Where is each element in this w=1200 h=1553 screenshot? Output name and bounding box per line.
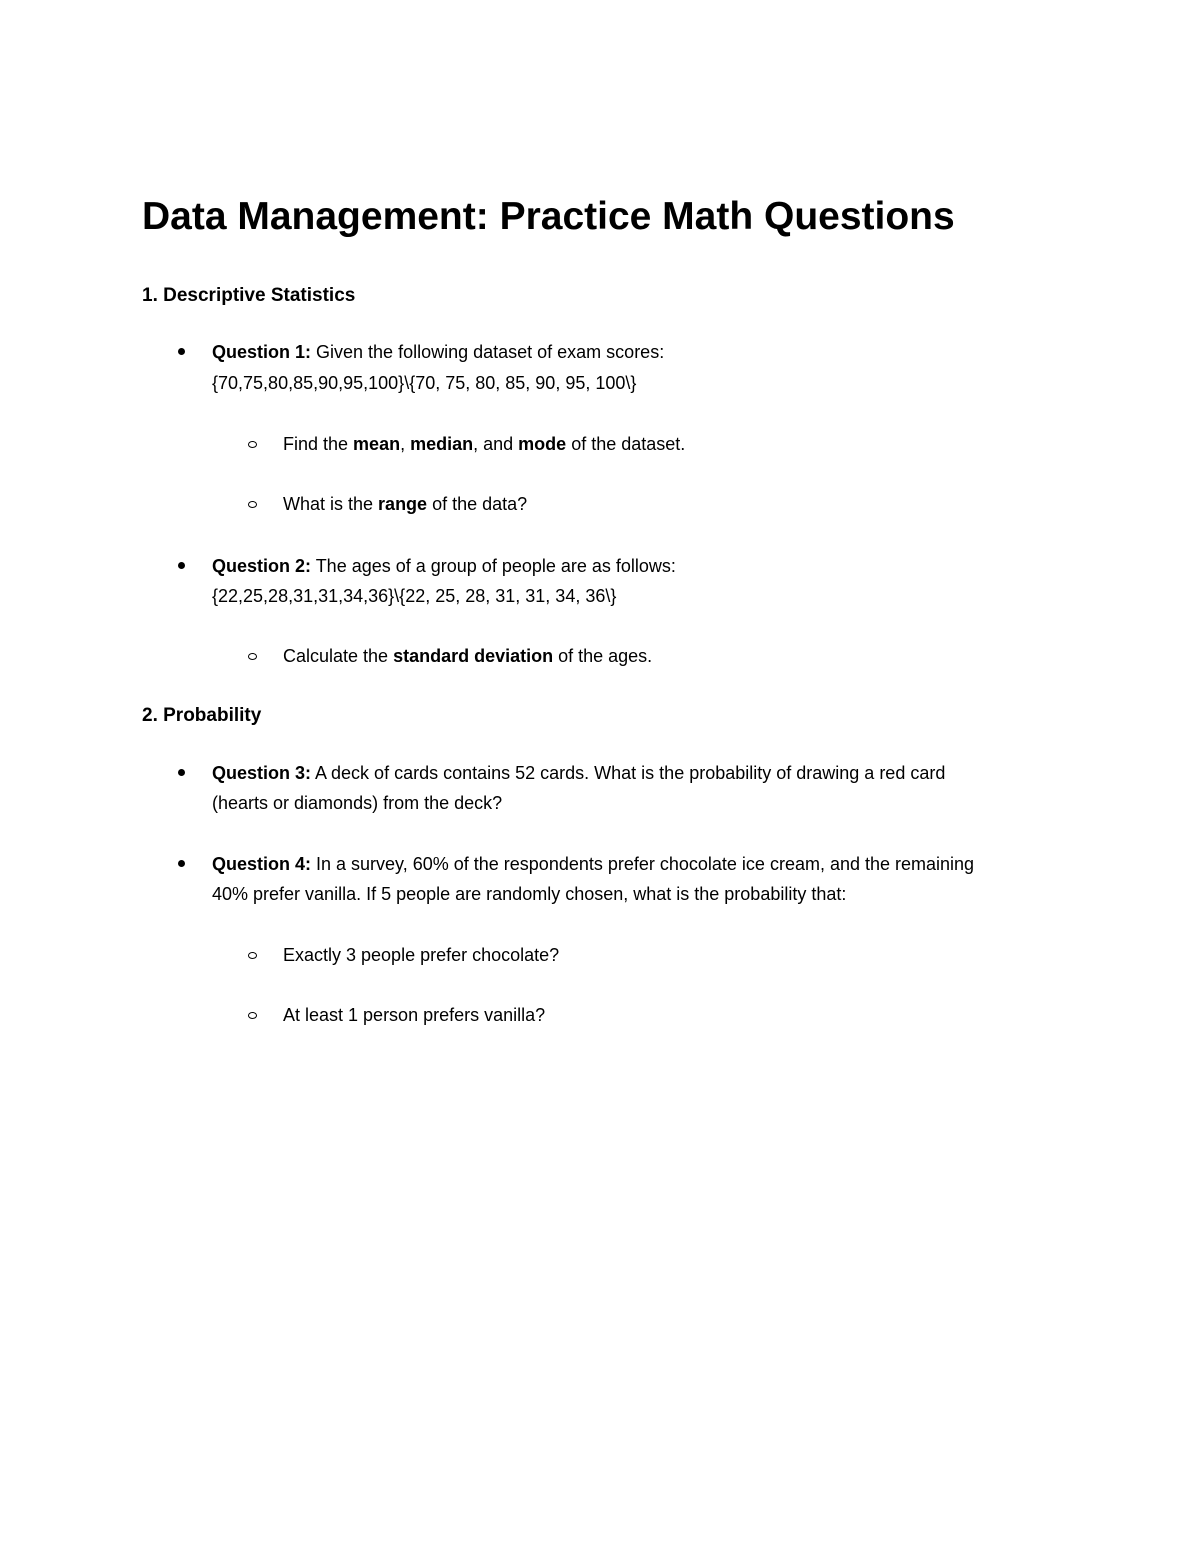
bold-term-range: range xyxy=(378,494,428,514)
circle-bullet-icon xyxy=(248,1012,257,1019)
question-2-line xyxy=(212,554,676,578)
question-2-text: The ages of a group of people are as follows: xyxy=(311,556,676,576)
question-2-label: Question 2: xyxy=(212,556,312,576)
question-3-text: A deck of cards contains 52 cards. What is the probability of drawing a red card xyxy=(311,763,946,783)
question-1-text: Given the following dataset of exam scores: xyxy=(311,342,665,362)
bullet-icon xyxy=(178,769,185,776)
question-2-subitem-1 xyxy=(283,644,652,668)
question-4-subitem-2: At least 1 person prefers vanilla? xyxy=(283,1005,546,1025)
question-4-text: In a survey, 60% of the respondents prefer chocolate ice cream, and the remaining xyxy=(311,854,975,874)
bold-term-mean: mean xyxy=(353,434,401,454)
circle-bullet-icon xyxy=(248,441,257,448)
question-2-dataset: {22,25,28,31,31,34,36}\{22, 25, 28, 31, 31, 34, 36\} xyxy=(212,586,617,606)
question-4-subitem-1: Exactly 3 people prefer chocolate? xyxy=(283,945,560,965)
question-4-label: Question 4: xyxy=(212,854,312,874)
circle-bullet-icon xyxy=(248,952,257,959)
bullet-icon xyxy=(178,562,185,569)
text-run: , and xyxy=(473,434,519,454)
section-heading-descriptive-statistics: 1. Descriptive Statistics xyxy=(142,285,356,306)
bullet-icon xyxy=(178,860,185,867)
question-3-label: Question 3: xyxy=(212,763,312,783)
text-run: of the dataset. xyxy=(566,434,686,454)
question-1-line xyxy=(212,340,664,364)
text-run: Calculate the xyxy=(283,646,394,666)
bullet-icon xyxy=(178,348,185,355)
text-run: Find the xyxy=(283,434,354,454)
question-3-line xyxy=(212,761,945,785)
bold-term-mode: mode xyxy=(518,434,567,454)
question-1-subitem-1 xyxy=(283,432,685,456)
bold-term-standard-deviation: standard deviation xyxy=(393,646,554,666)
question-4-continuation: 40% prefer vanilla. If 5 people are randomly chosen, what is the probability that: xyxy=(212,884,847,904)
text-run: of the ages. xyxy=(553,646,653,666)
section-heading-probability: 2. Probability xyxy=(142,705,262,726)
question-4-line xyxy=(212,852,974,876)
question-1-subitem-2 xyxy=(283,492,527,516)
question-1-label: Question 1: xyxy=(212,342,312,362)
circle-bullet-icon xyxy=(248,501,257,508)
text-run: What is the xyxy=(283,494,379,514)
text-run: , xyxy=(400,434,411,454)
question-3-continuation: (hearts or diamonds) from the deck? xyxy=(212,793,503,813)
question-1-dataset: {70,75,80,85,90,95,100}\{70, 75, 80, 85, 90, 95, 100\} xyxy=(212,373,637,393)
document-title: Data Management: Practice Math Questions xyxy=(142,195,955,238)
text-run: of the data? xyxy=(427,494,528,514)
circle-bullet-icon xyxy=(248,653,257,660)
bold-term-median: median xyxy=(410,434,474,454)
